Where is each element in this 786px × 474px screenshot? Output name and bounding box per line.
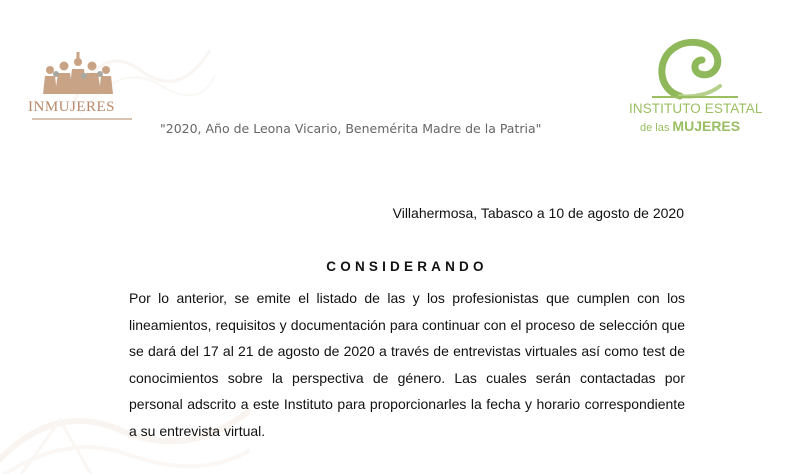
logo-right-line2 — [640, 118, 740, 134]
date-line: Villahermosa, Tabasco a 10 de agosto de 2020 — [392, 205, 684, 221]
logo-right-big: MUJERES — [672, 118, 741, 134]
logo-left-main: MUJERES — [44, 99, 116, 115]
logo-left-subline — [32, 118, 132, 120]
logo-right-line1: INSTITUTO ESTATAL — [629, 101, 763, 116]
logo-right-small: de las — [640, 122, 670, 134]
motto-text: "2020, Año de Leona Vicario, Benemérita Madre de la Patria" — [160, 121, 542, 136]
logo-left-prefix: IN — [28, 99, 45, 115]
section-heading: CONSIDERANDO — [326, 259, 488, 274]
inmujeres-logo — [20, 50, 140, 125]
swirl-logo-icon — [650, 38, 740, 100]
instituto-estatal-logo — [624, 38, 774, 138]
women-group-logo-icon — [20, 50, 140, 98]
inmujeres-logo-text — [28, 99, 115, 116]
body-paragraph: Por lo anterior, se emite el listado de las y los profesionistas que cumplen con los lineamientos, requisitos y documentación para continuar con el proceso de selección que se dará del 17 al 21 de agosto de 2020 a través de entrevistas virtuales así como test de conocimientos sobre la perspectiva de género. Las cuales serán contactadas por personal adscrito a este Instituto para proporcionarles la fecha y horario correspondiente a su entrevista virtual. — [129, 290, 685, 439]
